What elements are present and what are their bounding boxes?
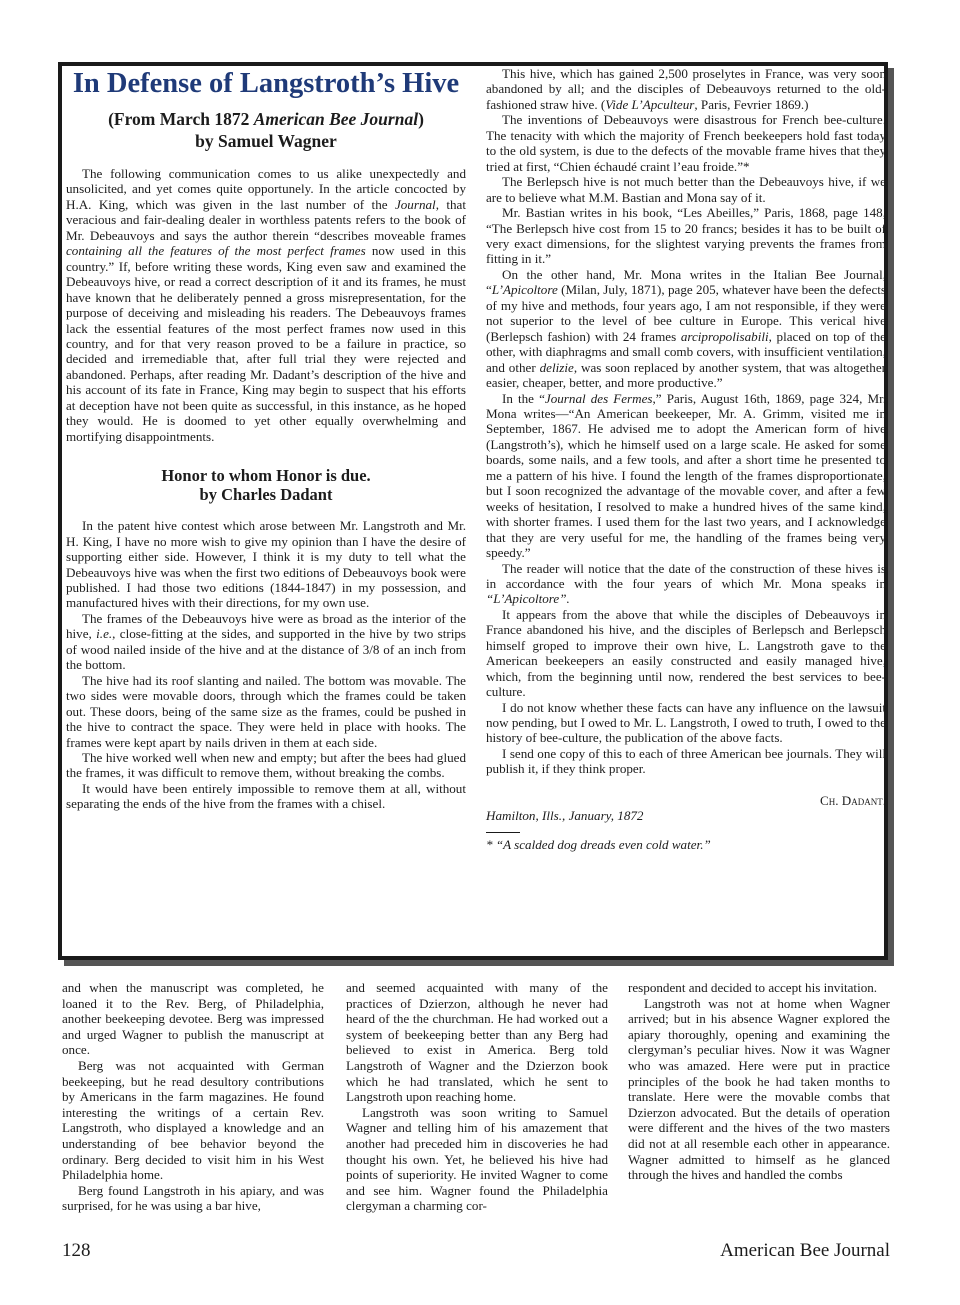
article-subhead [66,108,466,152]
right-paragraph-9: I do not know whether these facts can have any influence on the lawsuit now pending, but I owed to Mr. L. Langstroth, I owed to truth, I owed to the history of bee-culture, the publication of the above facts. [486,699,886,746]
continuation-paragraph: and when the manuscript was completed, he loaned it to the Rev. Berg, of Philadelphia, another beekeeping devotee. Berg was impressed and urged Wagner to publish the manuscript at once. [62,980,324,1058]
footnote: * “A scalded dog dreads even cold water.” [486,836,711,852]
page-footer [62,1240,890,1266]
dadant-subhead [66,466,466,504]
source-prefix: (From March 1872 [108,109,254,129]
right-paragraph-1: This hive, which has gained 2,500 proselytes in France, was very soon abandoned by all; and the disciples of Debeauvoys returned to the old-fashioned straw hive. (Vide L’Apculteur, Paris, Fevrier 1869.) [486,66,886,112]
dateline: Hamilton, Ills., January, 1872 [486,808,644,824]
right-paragraph-7: The reader will notice that the date of the construction of these hives is in accordance with the four years of which Mr. Mona speaks in “L’Apicoltore”. [486,560,886,607]
right-paragraph-5: On the other hand, Mr. Mona writes in the Italian Bee Journal, “L’Apicoltore (Milan, July, 1871), page 205, whatever have been the defects of my hive and methods, four years ago, I am not responsible, if they were not superior to the level of bee culture in Europe. This verical hive (Berlepsch fashion) with 24 frames arcipropolisabili, placed on top of the other, with diaphragms and small comb covers, with insufficient ventilation, and other delizie, was soon replaced by another system, that was altogether easier, cheaper, better, and more productive.” [486,266,886,391]
right-paragraph-3: The Berlepsch hive is not much better than the Debeauvoys hive, if we are to believe what M.M. Bastian and Mona say of it. [486,174,886,205]
right-paragraph-8: It appears from the above that while the disciples of Debeauvoys in France abandoned his hive, and the disciples of Berlepsch and Berlepsch himself groped to improve their own hive, L. Langstroth gave to the American beekeepers an easily constructed and easily managed hive, which, from the beginning until now, rendered the best services to bee-culture. [486,606,886,700]
dadant-paragraph-3: The hive had its roof slanting and nailed. The bottom was movable. The two sides were movable doors, through which the frames could be taken out. These doors, being of the same size as the frames, could be pushed in the hive to contract the space. They were held in place with hooks. The frames were kept apart by nails driven in them at each side. [66,672,466,750]
source-journal: American Bee Journal [253,109,419,129]
continuation-column-3 [628,980,890,1183]
dadant-paragraph-1: In the patent hive contest which arose between Mr. Langstroth and Mr. H. King, I have no more wish to give my opinion than I have the desire of supporting either side. However, I think it is my duty to tell what the Debeauvoys hive was when the first two editions of Debeauvoys book were published. I had those two editions (1844-1847) in my possession, and manufactured hives with their directions, for my own use. [66,518,466,611]
continuation-paragraph: respondent and decided to accept his invitation. [628,980,878,995]
signature: Ch. Dadant. [819,792,886,808]
continuation-column-1 [62,980,324,1214]
wagner-paragraph: The following communication comes to us alike unexpectedly and unsolicited, and yet comes quite opportunely. In the article concocted by H.A. King, which was given in the last number of the Journal, that veracious and fair-dealing dealer in worthless patents refers to the book of Mr. Debeauvoys and says the author therein “describes moveable frames containing all the features of the most perfect frames now used in this country.” If, before writing these words, King even saw and examined the Debeauvoys hive, or read a correct description of it and its frames, he must have known that he deliberately penned a gross misrepresentation, for the purpose of deceiving and misleading his readers. The Debeauvoys frames lack the essential features of the most perfect frames now used in this country, and for that very reason proved to be a failure in practice, so decided and irremediable that, after full trial they were rejected and abandoned. Perhaps, after reading Mr. Dadant’s description of the hive and his account of its fate in France, King may begin to suspect that his efforts at deception have not been quite as successful, in this instance, as he hoped they would. He is doomed to yet other equally overwhelming and mortifying disappointments. [66,166,467,444]
continuation-column-2 [346,980,608,1214]
continuation-paragraph: Berg found Langstroth in his apiary, and was surprised, for he was using a bar hive, [62,1182,324,1214]
continuation-paragraph: and seemed acquainted with many of the practices of Dzierzon, although he never had heard of the the churchman. He had worked out a system of beekeeping better than any Berg had believed to exist in America. Berg told Langstroth of Wagner and the Dzierzon book which he had translated, which he sent to Langstroth upon reaching home. [346,980,608,1105]
dadant-byline: by Charles Dadant [199,485,333,505]
article-byline: by Samuel Wagner [195,131,337,151]
journal-name: American Bee Journal [720,1240,890,1261]
continuation-paragraph: Langstroth was not at home when Wagner arrived; but in his absence Wagner explored the apiary thoroughly, opening and examining the clergyman’s peculiar hives. Now it was Wagner who was amazed. Here were put in practice principles of the book he had taken months to translate. Here were the movable combs that Dzierzon advocated. But the details of operation were different and the hives of the two masters did not at all resemble each other in appearance. Wagner admitted to himself as he glanced through the hives and handled the combs [628,995,890,1183]
right-paragraph-4: Mr. Bastian writes in his book, “Les Abeilles,” Paris, 1868, page 148, “The Berlepsch hive cost from 15 to 20 francs; besides it has to be built of very exact dimensions, for the slightest varying prevents the frames from fitting in it.” [486,205,886,267]
footnote-rule [486,832,520,833]
dadant-paragraph-2: The frames of the Debeauvoys hive were as broad as the interior of the hive, i.e., close-fitting at the sides, and supported in the hive by two strips of wood nailed inside of the hive and at the distance of 3/8 of an inch from the bottom. [66,610,467,673]
continuation-paragraph: Langstroth was soon writing to Samuel Wagner and telling him of his amazement that another had preceded him in discoveries he had thought his own. Yet, he believed his hive had points of superiority. He invited Wagner to come and see him. Wagner found the Philadelphia clergyman a charming cor- [346,1104,608,1214]
source-line [66,108,466,130]
continuation-paragraph: Berg was not acquainted with German beekeeping, but he read desultory contributions by Americans in the farm magazines. He found interesting the writings of a certain Rev. Langstroth, who displayed a knowledge and an understanding of bee behavior beyond the ordinary. Berg decided to visit him in his West Philadelphia home. [62,1057,324,1183]
page-number: 128 [62,1240,91,1261]
right-paragraph-6: In the “Journal des Fermes,” Paris, August 16th, 1869, page 324, Mr. Mona writes—“An American beekeeper, Mr. A. Grimm, visited me in September, 1867. He advised me to adopt the American form of hive (Langstroth’s), which he himself used on a large scale. He asked for some boards, some nails, and a few tools, and after a short time he presented to me a pattern of his hive. I found the length of the frames disproportionate, but I soon recognized the advantage of the movable cover, and after a few weeks of hesitation, I resolved to make a hundred hives of the same kind, with shorter frames. I used them for the last two years, and I acknowledge that they are very useful for me, the handling of the frames being very speedy.” [486,390,886,561]
article-right-column [486,66,886,852]
article-left-column [66,66,466,812]
dadant-paragraph-4: The hive worked well when new and empty; but after the bees had glued the frames, it was difficult to remove them, without breaking the combs. [66,749,466,781]
right-paragraph-2: The inventions of Debeauvoys were disastrous for French bee-culture. The tenacity with which the majority of French beekeepers hold fast today to the old system, is due to the defects of the movable frame hives that they tried at first, “Chien échaudé craint l’eau froide.”* [486,112,886,174]
right-paragraph-10: I send one copy of this to each of three American bee journals. They will publish it, if they think proper. [486,745,886,777]
source-suffix: ) [418,109,424,129]
dadant-heading: Honor to whom Honor is due. [161,466,371,486]
article-title: In Defense of Langstroth’s Hive [72,68,460,99]
dadant-paragraph-5: It would have been entirely impossible to remove them at all, without separating the ends of the hive from the frames with a chisel. [66,780,466,812]
